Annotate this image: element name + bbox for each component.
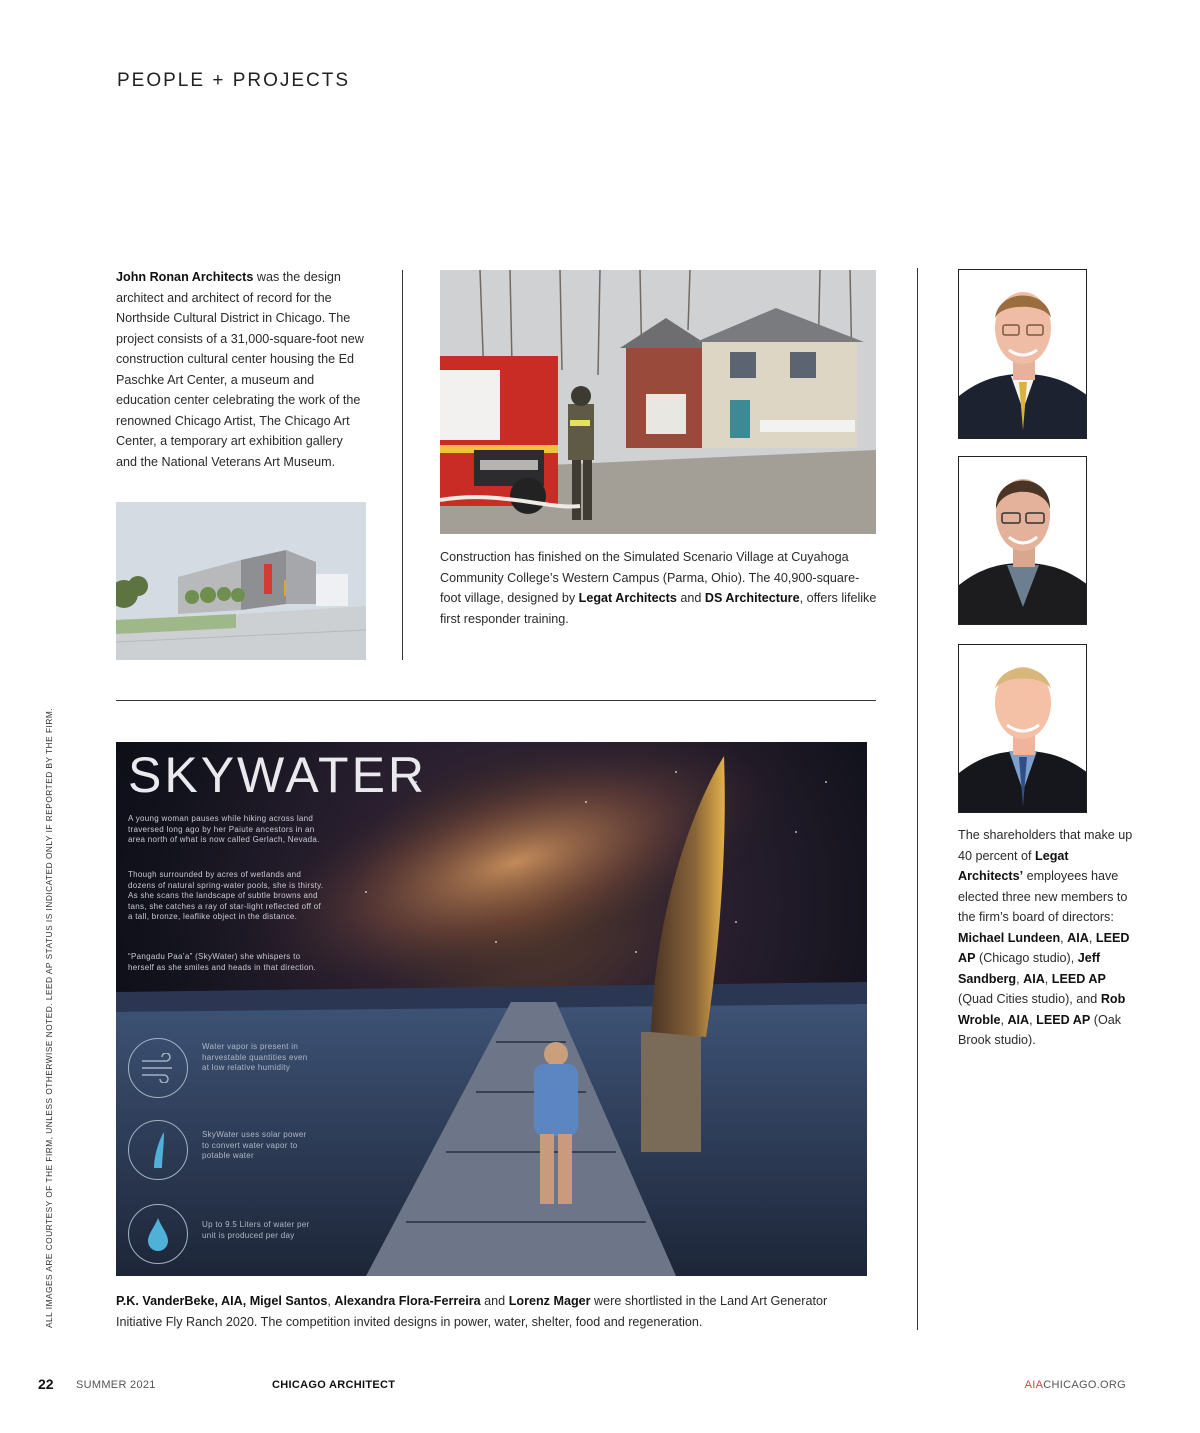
website-accent: AIA bbox=[1024, 1379, 1044, 1391]
skywater-para-2: Though surrounded by acres of wetlands and dozens of natural spring-water pools, she is thirsty. As she scans the landscape of subtle browns and tans, she catches a ray of star-light reflected off of a tall, bronze, leaflike object in the distance. bbox=[128, 870, 324, 921]
column-divider bbox=[402, 270, 403, 660]
legat-firm-name: Legat Architects bbox=[578, 591, 677, 605]
skywater-title: SKYWATER bbox=[128, 747, 428, 803]
water-drop-icon bbox=[128, 1204, 188, 1264]
portrait-michael-lundeen bbox=[958, 269, 1087, 439]
board-sep: , bbox=[1044, 971, 1052, 986]
caption-rest: were shortlisted in the Land Art Generator Initiative Fly Ranch 2020. The competition invited designs in power, water, shelter, food and regeneration. bbox=[116, 1294, 828, 1329]
ronan-cultural-center-rendering bbox=[116, 502, 366, 660]
board-sep: , bbox=[1029, 1012, 1037, 1027]
portrait-jeff-sandberg bbox=[958, 456, 1087, 625]
board-location: (Quad Cities studio), and bbox=[958, 992, 1101, 1006]
village-text-part1: Construction has finished on the Simulated Scenario Village at Cuyahoga Community College’s Western Campus (Parma, Ohio). The 40,900-square-foot village, designed by bbox=[440, 550, 860, 605]
board-location: (Oak Brook studio). bbox=[958, 1012, 1122, 1047]
caption-sep: , bbox=[327, 1294, 335, 1308]
skywater-poster bbox=[116, 742, 867, 1276]
sidebar-divider bbox=[917, 268, 918, 1330]
board-credential: LEED AP bbox=[1051, 971, 1106, 986]
board-sep: , bbox=[1016, 971, 1024, 986]
website-rest: CHICAGO.ORG bbox=[1043, 1379, 1126, 1391]
caption-and: and bbox=[480, 1294, 509, 1308]
magazine-name: CHICAGO ARCHITECT bbox=[272, 1379, 396, 1391]
board-sep: , bbox=[1000, 1012, 1008, 1027]
page-number: 22 bbox=[38, 1376, 54, 1392]
village-text-part2: , offers lifelike first responder training. bbox=[440, 591, 877, 626]
section-divider bbox=[116, 700, 876, 701]
board-text-mid: employees have elected three new members to the firm’s board of directors: bbox=[958, 869, 1128, 924]
village-text-and: and bbox=[676, 591, 705, 605]
village-article-text bbox=[440, 547, 880, 629]
ronan-article-text bbox=[116, 267, 366, 472]
caption-name-2: Alexandra Flora-Ferreira bbox=[334, 1294, 481, 1308]
board-credential: AIA bbox=[1007, 1012, 1030, 1027]
board-text-intro: The shareholders that make up 40 percent of bbox=[958, 828, 1133, 863]
board-credential: AIA bbox=[1067, 930, 1089, 945]
board-name-wroble: Rob Wroble bbox=[958, 992, 1126, 1027]
board-credential: LEED AP bbox=[958, 930, 1130, 965]
skywater-icon2-text: SkyWater uses solar power to convert water vapor to potable water bbox=[202, 1130, 307, 1160]
board-sep: , bbox=[1060, 930, 1068, 945]
ronan-body: was the design architect and architect of record for the Northside Cultural District in Chicago. The project consists of a 31,000-square-foot new construction cultural center housing the Ed Paschke Art Center, a museum and education center celebrating the work of the renowned Chicago Artist, The Chicago Art Center, a temporary art exhibition gallery and the National Veterans Art Museum. bbox=[116, 270, 364, 469]
skywater-para-3: “Pangadu Paa’a” (SkyWater) she whispers to herself as she smiles and heads in that direction. bbox=[128, 952, 316, 972]
issue-label: SUMMER 2021 bbox=[76, 1379, 156, 1391]
skywater-caption bbox=[116, 1291, 876, 1332]
board-name-lundeen: Michael Lundeen bbox=[958, 930, 1061, 945]
skywater-icon1-text: Water vapor is present in harvestable quantities even at low relative humidity bbox=[202, 1042, 308, 1072]
board-name-sandberg: Jeff Sandberg bbox=[958, 951, 1101, 986]
board-article-text bbox=[958, 825, 1133, 1051]
board-firm-name: Legat Architects’ bbox=[958, 848, 1069, 883]
skywater-para-1: A young woman pauses while hiking across land traversed long ago by her Paiute ancestors in an area north of what is now called Gerlach, Nevada. bbox=[128, 814, 320, 844]
portrait-rob-wroble bbox=[958, 644, 1087, 813]
caption-name-3: Lorenz Mager bbox=[508, 1294, 591, 1308]
simulated-scenario-village-photo bbox=[440, 270, 876, 534]
caption-names-1: P.K. VanderBeke, AIA, Migel Santos bbox=[116, 1294, 328, 1308]
blade-icon bbox=[128, 1120, 188, 1180]
website-link[interactable] bbox=[1025, 1379, 1126, 1391]
wind-vapor-icon bbox=[128, 1038, 188, 1098]
board-credential: LEED AP bbox=[1036, 1012, 1091, 1027]
image-credit-note: ALL IMAGES ARE COURTESY OF THE FIRM, UNLESS OTHERWISE NOTED. LEED AP STATUS IS INDICATED ONLY IF REPORTED BY THE FIRM. bbox=[44, 707, 54, 1328]
ds-firm-name: DS Architecture bbox=[704, 591, 800, 605]
board-location: (Chicago studio), bbox=[975, 951, 1078, 965]
ronan-firm-name: John Ronan Architects bbox=[116, 270, 254, 284]
section-heading: PEOPLE + PROJECTS bbox=[117, 70, 351, 91]
board-sep: , bbox=[1088, 930, 1096, 945]
board-credential: AIA bbox=[1023, 971, 1045, 986]
skywater-icon3-text: Up to 9.5 Liters of water per unit is produced per day bbox=[202, 1220, 310, 1240]
